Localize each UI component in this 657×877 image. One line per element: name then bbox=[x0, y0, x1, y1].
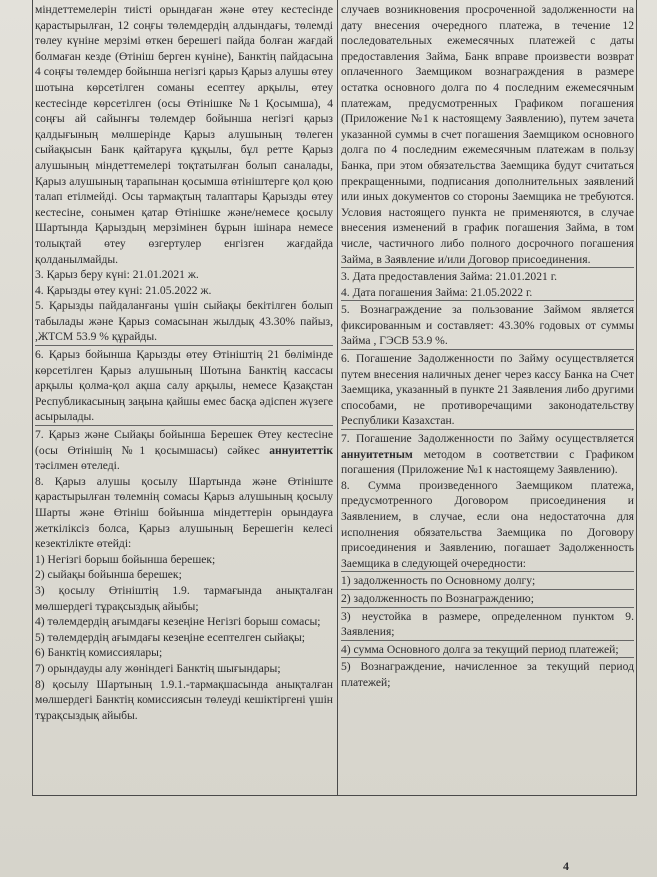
russian-text-column bbox=[341, 2, 634, 875]
kazakh-paragraph: 8. Қарыз алушы қосылу Шартында және Өтініште қарастырылған төлемнің сомасы Қарыз алушының қосылу Шарты және Өтініш бойынша міндеттерін орындауға жеткіліксіз болса, Қарыз алушының Берешегін келесі кезектілікте өтейді: bbox=[35, 474, 333, 551]
kazakh-paragraph: 3. Қарыз беру күні: 21.01.2021 ж. bbox=[35, 268, 199, 282]
russian-paragraph: 6. Погашение Задолженности по Займу осуществляется путем внесения наличных денег через кассу Банка на Счет Заемщика, указанный в пункте 21 Заявления либо другими способами, не противоречащими законодательству Республики Казахстан. bbox=[341, 349, 634, 429]
kazakh-paragraph: міндеттемелерін тиісті орындаған және өтеу кестесінде қарастырылған, 12 соңғы төлемдердің алдындағы, төлемді төлеу күніне мерзімі өткен берешегі пайда болған жағдай болмаған кезде (Өтініш берген күніне), Банктің пайдасына 4 соңғы төлемдер бойынша негізгі қарыз Қарыз алушы өтеу шотына көрсетілген соманы есептеу арқылы, өтеу кестесінде көрсетілген (осы Өтінішке №1 Қосымша), 4 соңғы ай сайынғы төлемдер бойынша негізгі қарыз қалдығының мөлшерінде Қарыз алушының төлеген сыйақысын Банк қайтаруға құқылы, бұл ретте Қарыз алушының міндеттемелері тоқтатылған болып саналады, Қарыз алушының тарапынан қосымша өтініштерге қол қою талап етілмейді. Осы тармақтың талаптары Қарызды өтеу кестесіне, сонымен қатар Өтінішке және/немесе қосылу Шартында Қарыздың мерзімінен бұрын ішінара немесе толықтай өтеу өзгертулер енгізген жағдайда қолданылмайды. bbox=[35, 3, 333, 266]
kazakh-paragraph: 3) қосылу Өтініштің 1.9. тармағында анықталған мөлшердегі тұрақсыздық айыбы; bbox=[35, 583, 333, 613]
page-number: 4 bbox=[563, 859, 569, 873]
kazakh-paragraph: 4. Қарызды өтеу күні: 21.05.2022 ж. bbox=[35, 283, 212, 297]
russian-paragraph: 3) неустойка в размере, определенном пунктом 9. Заявления; bbox=[341, 607, 634, 640]
kazakh-paragraph: 6) Банктің комиссиялары; bbox=[35, 646, 163, 660]
kazakh-paragraph: 7. Қарыз және Сыйақы бойынша Берешек Өтеу кестесіне (осы Өтінішің №1 қосымшасы) сәйкес аннуитеттік тәсілмен өтеледі. bbox=[35, 425, 333, 474]
kazakh-paragraph: 4) төлемдердің ағымдағы кезеңіне Негізгі борыш сомасы; bbox=[35, 615, 321, 629]
russian-paragraph: 3. Дата предоставления Займа: 21.01.2021 г. bbox=[341, 267, 634, 285]
russian-paragraph: 4. Дата погашения Займа: 21.05.2022 г. bbox=[341, 285, 533, 299]
russian-paragraph: 5. Вознаграждение за пользование Займом является фиксированным и составляет: 43.30% годовых от суммы Займа , ГЭСВ 53.9 %. bbox=[341, 300, 634, 349]
kazakh-paragraph: 5) төлемдердің ағымдағы кезеңіне есептелген сыйақы; bbox=[35, 630, 305, 644]
kazakh-paragraph: 6. Қарыз бойынша Қарызды өтеу Өтініштің 21 бөлімінде көрсетілген Қарыз алушының Шотына Банктің кассасы арқылы қолма-қол ақша салу арқылы, немесе Қазақстан Республикасының заңына қайшы емес басқа әдіспен жүзеге асырылады. bbox=[35, 345, 333, 425]
russian-paragraph: случаев возникновения просроченной задолженности на дату внесения очередного платежа, в течение 12 последовательных ежемесячных платежей с даты предоставления Займа, Банк вправе произвести возврат оплаченного Заемщиком вознаграждения в размере остатка основного долга по 4 последним ежемесячным платежам, предусмотренных Графиком погашения (Приложение №1 к настоящему Заявлению), путем зачета указанной суммы в счет погашения Заемщиком основного долга по 4 последним ежемесячным платежам в пользу Банка, при этом обязательства Заемщика будут считаться прекращенными, подписания дополнительных заявлений или иных документов со стороны Заемщика не требуются. Условия настоящего пункта не применяются, в случае внесения изменений в график погашения Займа, в том числе, частичного либо полного досрочного погашения Займа, в Заявление и/или Договор присоединения. bbox=[341, 3, 634, 266]
emphasis-text: аннуитеттік bbox=[269, 443, 333, 457]
kazakh-paragraph: 2) сыйақы бойынша берешек; bbox=[35, 568, 182, 582]
kazakh-paragraph: 1) Негізгі борыш бойынша берешек; bbox=[35, 552, 216, 566]
russian-paragraph: 2) задолженность по Вознаграждению; bbox=[341, 589, 634, 607]
russian-paragraph: 4) сумма Основного долга за текущий период платежей; bbox=[341, 640, 634, 658]
emphasis-text: аннуитетным bbox=[341, 447, 413, 461]
kazakh-paragraph: 8) қосылу Шартының 1.9.1.-тармақшасында анықталған мөлшердегі Банктің комиссиясын төлеуді кешіктіргені үшін тұрақсыздық айыбы. bbox=[35, 677, 333, 722]
russian-paragraph: 8. Сумма произведенного Заемщиком платежа, предусмотренного Договором присоединения и Заявлением, в случае, если она недостаточна для исполнения обязательства Заемщика по Договору присоединения и Заявлению, погашает Задолженность Заемщика в следующей очередности: bbox=[341, 478, 634, 570]
russian-paragraph: 1) задолженность по Основному долгу; bbox=[341, 571, 634, 589]
column-divider bbox=[337, 0, 338, 796]
kazakh-paragraph: 7) орындауды алу жөніндегі Банктің шығындары; bbox=[35, 661, 281, 675]
russian-paragraph: 5) Вознаграждение, начисленное за текущий период платежей; bbox=[341, 657, 634, 690]
kazakh-paragraph: 5. Қарызды пайдаланғаны үшін сыйақы бекітілген болып табылады және Қарыз сомасынан жылдық 43.30% пайыз, ,ЖТСМ 53.9 % құрайды. bbox=[35, 299, 333, 344]
russian-paragraph: 7. Погашение Задолженности по Займу осуществляется аннуитетным методом в соответствии с Графиком погашения (Приложение №1 к настоящему Заявлению). bbox=[341, 429, 634, 478]
kazakh-text-column bbox=[35, 2, 333, 875]
